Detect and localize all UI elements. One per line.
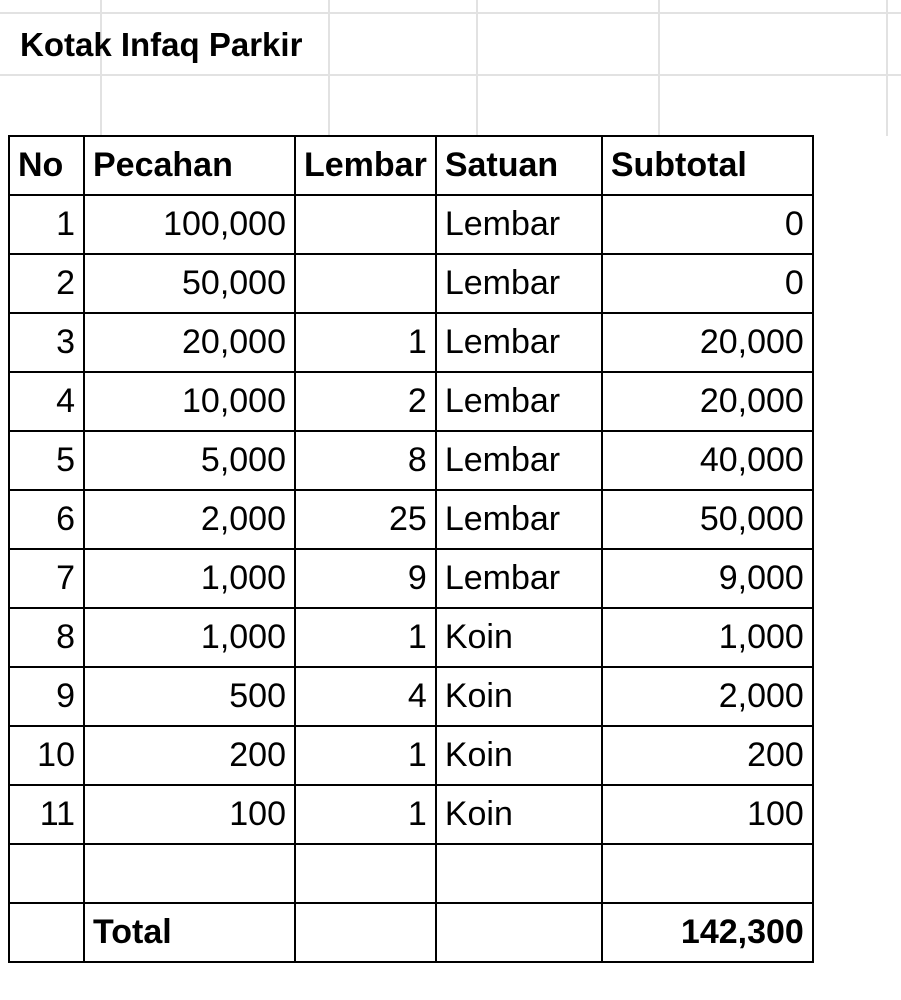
total-value[interactable]: 142,300 <box>602 903 813 962</box>
table-row <box>9 313 813 372</box>
cell-pecahan[interactable]: 500 <box>84 667 295 726</box>
empty-cell[interactable] <box>602 844 813 903</box>
cell-no[interactable]: 3 <box>9 313 84 372</box>
cell-pecahan[interactable]: 10,000 <box>84 372 295 431</box>
table-row <box>9 195 813 254</box>
cell-satuan[interactable]: Koin <box>436 667 602 726</box>
cell-satuan[interactable]: Lembar <box>436 254 602 313</box>
empty-cell[interactable] <box>436 844 602 903</box>
header-pecahan[interactable]: Pecahan <box>84 136 295 195</box>
empty-cell[interactable] <box>84 844 295 903</box>
cell-satuan[interactable]: Koin <box>436 785 602 844</box>
header-lembar[interactable]: Lembar <box>295 136 436 195</box>
table-row <box>9 490 813 549</box>
table-row <box>9 785 813 844</box>
cell-satuan[interactable]: Lembar <box>436 549 602 608</box>
cell-satuan[interactable]: Lembar <box>436 313 602 372</box>
cell-satuan[interactable]: Koin <box>436 608 602 667</box>
cell-lembar[interactable]: 1 <box>295 313 436 372</box>
cell-no[interactable]: 8 <box>9 608 84 667</box>
cell-pecahan[interactable]: 1,000 <box>84 608 295 667</box>
table-row <box>9 726 813 785</box>
empty-cell[interactable] <box>9 844 84 903</box>
cell-satuan[interactable]: Lembar <box>436 490 602 549</box>
table-row <box>9 608 813 667</box>
cell-pecahan[interactable]: 50,000 <box>84 254 295 313</box>
table-row <box>9 372 813 431</box>
cell-subtotal[interactable]: 0 <box>602 254 813 313</box>
header-subtotal[interactable]: Subtotal <box>602 136 813 195</box>
cell-pecahan[interactable]: 5,000 <box>84 431 295 490</box>
cell-subtotal[interactable]: 20,000 <box>602 313 813 372</box>
denomination-table <box>8 135 814 963</box>
cell-no[interactable]: 1 <box>9 195 84 254</box>
cell-pecahan[interactable]: 2,000 <box>84 490 295 549</box>
cell-subtotal[interactable]: 100 <box>602 785 813 844</box>
cell-subtotal[interactable]: 20,000 <box>602 372 813 431</box>
cell-satuan[interactable]: Lembar <box>436 372 602 431</box>
cell-lembar[interactable]: 9 <box>295 549 436 608</box>
empty-cell[interactable] <box>295 903 436 962</box>
cell-no[interactable]: 2 <box>9 254 84 313</box>
cell-lembar[interactable]: 1 <box>295 785 436 844</box>
cell-lembar[interactable]: 1 <box>295 726 436 785</box>
cell-satuan[interactable]: Lembar <box>436 431 602 490</box>
cell-lembar[interactable] <box>295 195 436 254</box>
cell-lembar[interactable]: 25 <box>295 490 436 549</box>
total-label[interactable]: Total <box>84 903 295 962</box>
header-no[interactable]: No <box>9 136 84 195</box>
cell-pecahan[interactable]: 100,000 <box>84 195 295 254</box>
cell-subtotal[interactable]: 9,000 <box>602 549 813 608</box>
header-row <box>9 136 813 195</box>
cell-lembar[interactable]: 1 <box>295 608 436 667</box>
cell-no[interactable]: 11 <box>9 785 84 844</box>
cell-lembar[interactable]: 4 <box>295 667 436 726</box>
cell-no[interactable]: 6 <box>9 490 84 549</box>
header-satuan[interactable]: Satuan <box>436 136 602 195</box>
empty-cell[interactable] <box>436 903 602 962</box>
total-row <box>9 903 813 962</box>
cell-subtotal[interactable]: 2,000 <box>602 667 813 726</box>
cell-satuan[interactable]: Koin <box>436 726 602 785</box>
cell-subtotal[interactable]: 0 <box>602 195 813 254</box>
table-row <box>9 667 813 726</box>
cell-pecahan[interactable]: 1,000 <box>84 549 295 608</box>
cell-subtotal[interactable]: 50,000 <box>602 490 813 549</box>
sheet-title[interactable]: Kotak Infaq Parkir <box>20 26 303 63</box>
empty-cell[interactable] <box>9 903 84 962</box>
cell-no[interactable]: 4 <box>9 372 84 431</box>
cell-subtotal[interactable]: 200 <box>602 726 813 785</box>
empty-cell[interactable] <box>295 844 436 903</box>
cell-lembar[interactable]: 2 <box>295 372 436 431</box>
cell-lembar[interactable]: 8 <box>295 431 436 490</box>
cell-pecahan[interactable]: 200 <box>84 726 295 785</box>
empty-row <box>9 844 813 903</box>
cell-lembar[interactable] <box>295 254 436 313</box>
cell-no[interactable]: 5 <box>9 431 84 490</box>
cell-no[interactable]: 9 <box>9 667 84 726</box>
table-row <box>9 549 813 608</box>
cell-no[interactable]: 7 <box>9 549 84 608</box>
cell-subtotal[interactable]: 1,000 <box>602 608 813 667</box>
cell-pecahan[interactable]: 20,000 <box>84 313 295 372</box>
cell-subtotal[interactable]: 40,000 <box>602 431 813 490</box>
cell-satuan[interactable]: Lembar <box>436 195 602 254</box>
table-row <box>9 431 813 490</box>
table-row <box>9 254 813 313</box>
cell-no[interactable]: 10 <box>9 726 84 785</box>
cell-pecahan[interactable]: 100 <box>84 785 295 844</box>
